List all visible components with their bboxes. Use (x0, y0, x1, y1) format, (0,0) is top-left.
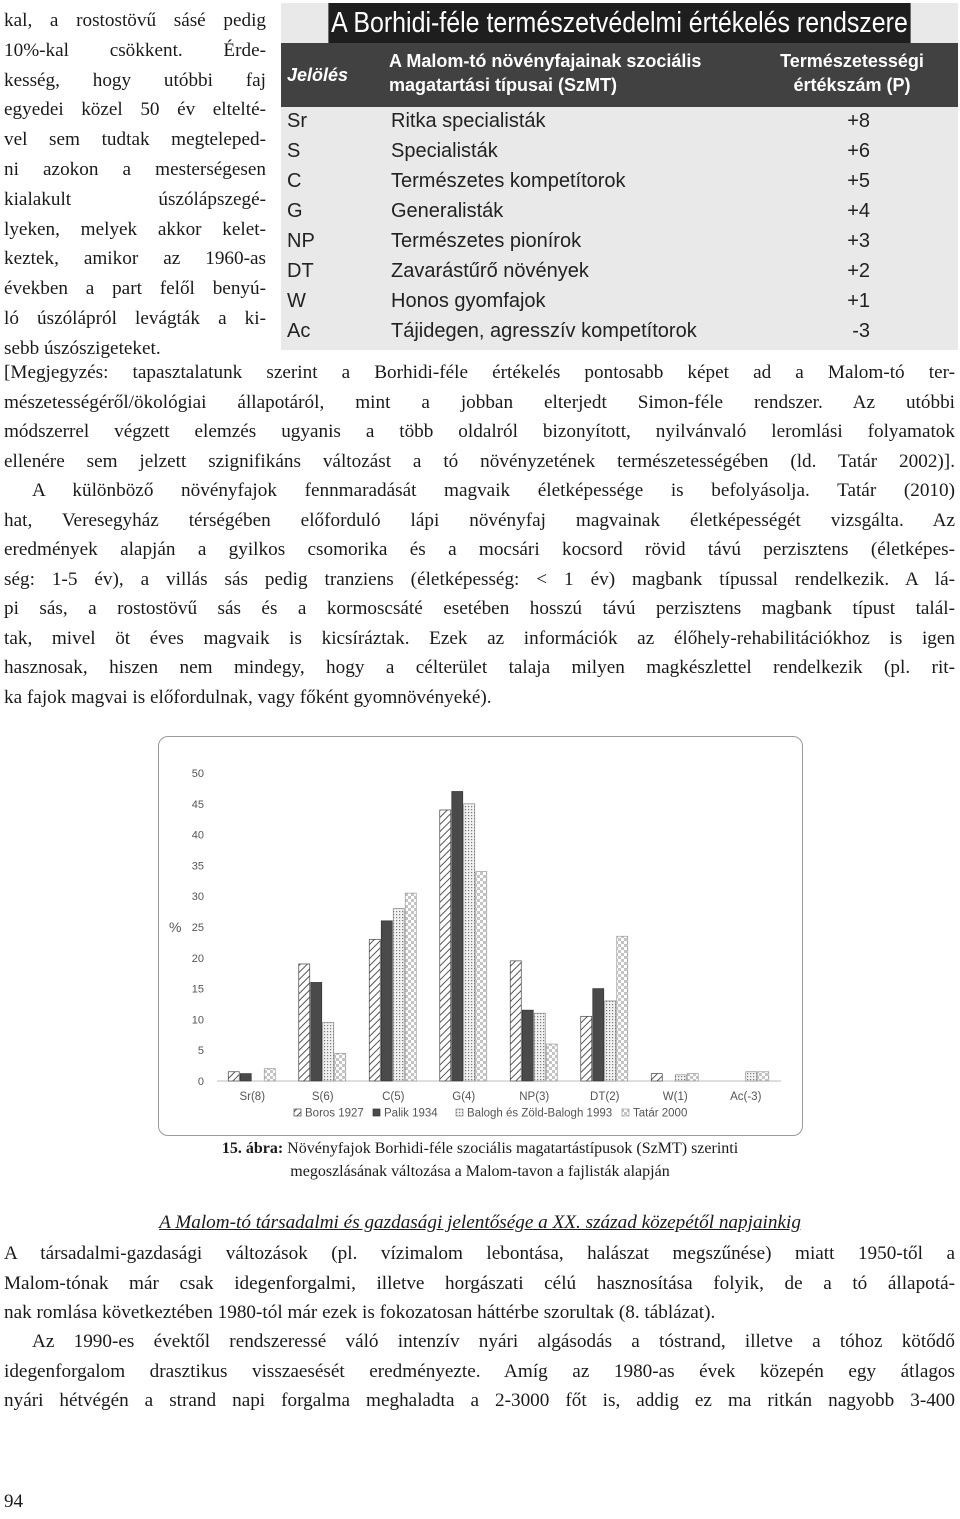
row-value: +5 (847, 170, 870, 192)
bar (240, 1074, 251, 1081)
header-p-line: Természetességi (780, 51, 924, 71)
row-code: NP (287, 230, 315, 252)
bar (522, 1010, 533, 1081)
row-name: Honos gyomfajok (391, 290, 546, 312)
bar (323, 1022, 334, 1081)
header-szmt (389, 49, 729, 97)
text-line: egyedei közel 50 év eltelté- (4, 99, 266, 121)
legend-swatch (456, 1109, 463, 1116)
x-tick-label: NP(3) (519, 1091, 550, 1103)
x-tick-label: C(5) (382, 1091, 405, 1103)
text-line: A különböző növényfajok fennmaradását magvaik életképessége is befolyásolja. Tatár (2010) (32, 480, 955, 501)
caption-label: 15. ábra: (221, 1140, 284, 1157)
table-row (281, 198, 958, 228)
seed-paragraph (4, 476, 955, 712)
row-value: -3 (852, 320, 870, 342)
text-line: Malom-tónak már csak idegenforgalmi, illetve horgászati célú hasznosítása folyik, de a tó állapotá- (4, 1272, 955, 1294)
table-row (281, 108, 958, 138)
bar (675, 1075, 686, 1081)
text-line: nyári hétvégén a strand napi forgalma meghaladta a 2-3000 főt is, addig ez ma ritkán nagyobb 3-400 (4, 1390, 955, 1411)
table-header (281, 43, 958, 107)
row-code: C (287, 170, 302, 192)
page-number: 94 (4, 1491, 23, 1512)
bar (381, 921, 392, 1081)
row-name: Zavarástűrő növények (391, 260, 589, 282)
x-tick-label: Sr(8) (239, 1091, 266, 1103)
table-title: A Borhidi-féle természetvédelmi értékelés rendszere (328, 3, 910, 43)
y-axis-label: % (169, 919, 182, 935)
borhidi-table (281, 3, 958, 350)
row-code: DT (287, 260, 314, 282)
text-line: módszerrel végzett elemzés ugyanis a több oldalról bizonyított, nyilvánvaló leromlási folyamatok (4, 421, 955, 442)
legend-swatch (373, 1109, 380, 1116)
text-line: pi sás, a rostostövű sás és a kormoscsáté esetében hosszú távú perzisztens magbank típust talál- (4, 598, 955, 619)
row-value: +3 (847, 230, 870, 252)
bar (746, 1072, 757, 1081)
y-tick-label: 45 (191, 798, 204, 811)
header-p (757, 49, 947, 97)
bar (369, 939, 380, 1081)
bar (581, 1016, 592, 1081)
legend-label: Boros 1927 (305, 1107, 364, 1120)
note-paragraph (4, 358, 955, 476)
text-line: sebb úszószigeteket. (4, 337, 161, 359)
bar (464, 804, 475, 1081)
text-line: keztek, amikor az 1960-as (4, 248, 266, 270)
table-row (281, 228, 958, 258)
bar (593, 989, 604, 1081)
legend-label: Balogh és Zöld-Balogh 1993 (467, 1107, 613, 1120)
y-tick-label: 40 (191, 829, 204, 842)
bar (546, 1044, 557, 1081)
text-line: kesség, hogy utóbbi faj (4, 69, 266, 91)
text-line: mészetességéről/ökológiai állapotáról, mint a jobban elterjedt Simon-féle rendszer. Az utóbbi (4, 391, 955, 413)
szmt-bar-chart (159, 737, 802, 1135)
text-line: vel sem tudtak megteleped- (4, 129, 266, 151)
row-code: S (287, 140, 301, 162)
bar (687, 1074, 698, 1081)
legend-label: Tatár 2000 (633, 1107, 688, 1120)
row-name: Generalisták (391, 200, 504, 222)
bar (476, 872, 487, 1081)
text-line: hasznosak, hiszen nem mindegy, hogy a célterület talaja milyen magkészlettel rendelkezik (pl. rit- (4, 657, 955, 678)
x-tick-label: DT(2) (590, 1091, 620, 1103)
caption-text: megoszlásának változása a Malom-tavon a fajlisták alapján (290, 1163, 670, 1180)
legend-swatch (294, 1109, 301, 1116)
y-tick-label: 5 (197, 1045, 204, 1058)
row-name: Specialisták (391, 140, 498, 162)
text-line: idegenforgalom drasztikus visszaesését eredményezte. Amíg az 1980-as évek közepén egy átlagos (4, 1360, 955, 1382)
caption-text: Növényfajok Borhidi-féle szociális magatartástípusok (SzMT) szerinti (287, 1140, 739, 1157)
row-name: Ritka specialisták (391, 110, 546, 132)
y-tick-label: 30 (191, 891, 204, 904)
table-row (281, 288, 958, 318)
row-value: +6 (847, 140, 870, 162)
text-line: A társadalmi-gazdasági változások (pl. vízimalom lebontása, halászat megszűnése) miatt 1950-től a (4, 1243, 955, 1264)
y-tick-label: 15 (191, 983, 204, 996)
header-szmt-line: magatartási típusai (SzMT) (389, 75, 618, 95)
text-line: [Megjegyzés: tapasztalatunk szerint a Borhidi-féle értékelés pontosabb képet ad a Malom-tó ter- (4, 362, 955, 383)
y-tick-label: 35 (191, 860, 204, 873)
socioeconomic-paragraph (4, 1239, 955, 1328)
bar (299, 964, 310, 1081)
bar (393, 909, 404, 1081)
table-row (281, 138, 958, 168)
bar (311, 982, 322, 1081)
y-tick-label: 10 (191, 1014, 204, 1027)
x-tick-label: W(1) (662, 1091, 688, 1103)
row-name: Természetes kompetítorok (391, 170, 626, 192)
text-line: eredmények alapján a gyilkos csomorika és a mocsári kocsord rövid távú perzisztens (életképes- (4, 539, 955, 560)
bar (758, 1072, 769, 1081)
chart-frame (158, 736, 803, 1136)
bar (264, 1069, 275, 1081)
y-tick-label: 0 (197, 1076, 204, 1088)
bar (534, 1013, 545, 1081)
row-code: W (287, 290, 306, 312)
text-line: ni azokon a mesterségesen (4, 158, 266, 180)
row-name: Természetes pionírok (391, 230, 582, 252)
table-row (281, 258, 958, 288)
text-line: ellenére sem jelzett szignifikáns változást a tó növényzetének természetességében (ld. Tatár 2002)]. (4, 450, 955, 472)
legend-swatch (622, 1109, 629, 1116)
text-line: ka fajok magvai is előfordulnak, vagy főként gyomnövényeké). (4, 686, 492, 708)
row-code: Sr (287, 110, 307, 132)
bar (452, 791, 463, 1081)
legend-label: Palik 1934 (384, 1107, 438, 1120)
y-tick-label: 20 (191, 952, 204, 965)
header-szmt-line: A Malom-tó növényfajainak szociális (389, 51, 702, 71)
bar (617, 936, 628, 1081)
section-heading: A Malom-tó társadalmi és gazdasági jelentősége a XX. század közepétől napjainkig (159, 1212, 801, 1233)
header-jeloles: Jelölés (287, 65, 349, 85)
row-code: G (287, 200, 303, 222)
bar (335, 1053, 346, 1081)
row-code: Ac (287, 320, 311, 342)
bar (651, 1074, 662, 1081)
text-line: nak romlása következtében 1980-tól már ezek is fokozatosan háttérbe szorultak (8. táblázat). (4, 1302, 716, 1323)
left-column-text (4, 6, 266, 364)
text-line: Az 1990-es évektől rendszeressé váló intenzív nyári algásodás a tóstrand, illetve a tóhoz kötődő (32, 1331, 955, 1352)
bar (605, 1001, 616, 1081)
row-value: +2 (847, 260, 870, 282)
y-tick-label: 25 (191, 922, 204, 934)
bar (228, 1072, 239, 1081)
row-value: +8 (847, 110, 870, 132)
text-line: lyeken, melyek akkor kelet- (4, 218, 266, 240)
text-line: kialakult úszólápszegé- (4, 188, 266, 210)
table-row (281, 318, 958, 348)
text-line: ló úszólápról levágták a ki- (4, 307, 266, 329)
tourism-paragraph (4, 1327, 955, 1416)
row-value: +1 (847, 290, 870, 312)
text-line: években a part felől benyú- (4, 278, 266, 300)
text-line: ség: 1-5 év), a villás sás pedig tranziens (életképesség: < 1 év) magbank típussal rendelkezik. A lá- (4, 568, 955, 590)
text-line: kal, a rostostövű sásé pedig (4, 10, 266, 31)
text-line: tak, mivel öt éves magvaik is kicsíráztak. Ezek az információk az élőhely-rehabilitációkhoz is igen (4, 627, 955, 649)
caption-line (160, 1137, 800, 1160)
table-row (281, 168, 958, 198)
y-tick-label: 50 (191, 768, 204, 780)
text-line: 10%-kal csökkent. Érde- (4, 39, 266, 61)
bar (405, 893, 416, 1081)
header-p-line: értékszám (P) (793, 75, 911, 95)
row-name: Tájidegen, agresszív kompetítorok (391, 320, 697, 342)
bar (440, 810, 451, 1081)
text-line: hat, Veresegyház térségében előforduló lápi növényfaj magvainak életképességét vizsgálta. Az (4, 509, 955, 531)
figure-caption (160, 1137, 800, 1183)
x-tick-label: G(4) (452, 1091, 476, 1103)
bar (510, 961, 521, 1081)
x-tick-label: S(6) (311, 1091, 334, 1103)
x-tick-label: Ac(-3) (730, 1091, 762, 1103)
row-value: +4 (847, 200, 870, 222)
